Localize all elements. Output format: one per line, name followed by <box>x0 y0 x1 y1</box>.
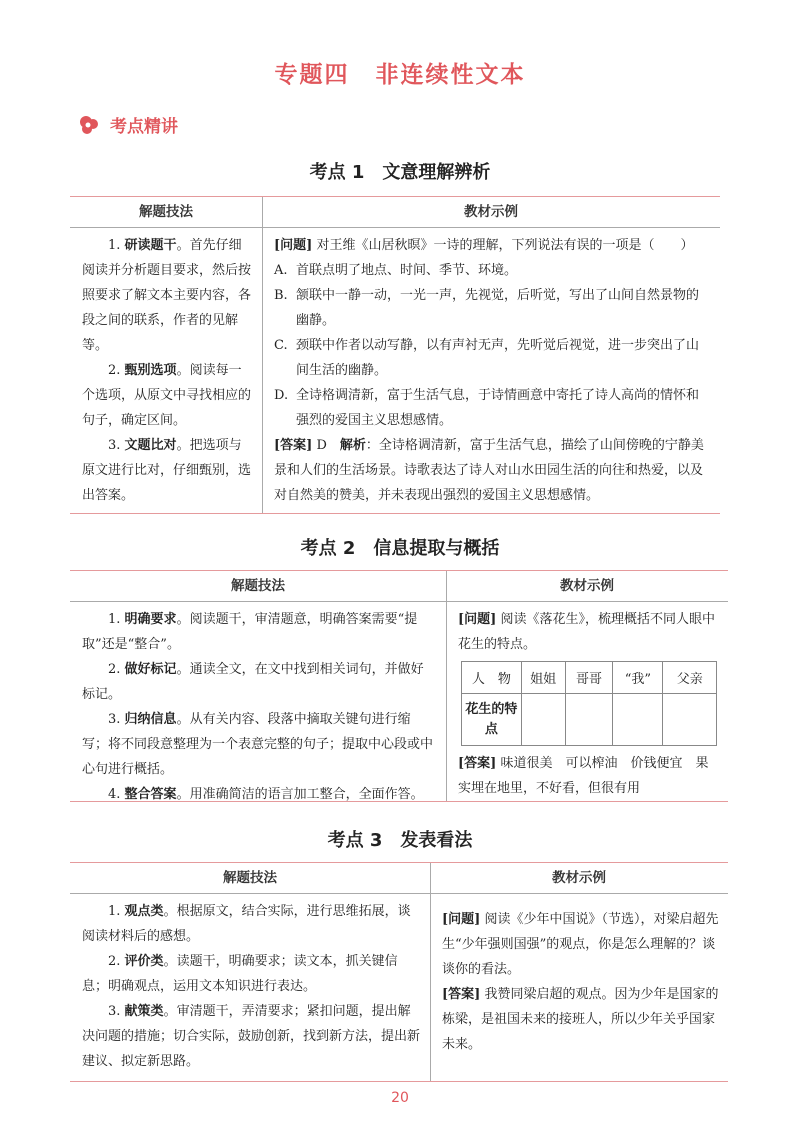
kd2-cell-blank <box>663 694 717 746</box>
kd3-title <box>0 826 800 852</box>
kd2-answer: [答案] 味道很美 可以榨油 价钱便宜 果实埋在地里，不好看，但很有用 <box>458 756 709 796</box>
flower-icon <box>78 115 100 135</box>
kd1-table <box>70 196 720 514</box>
kd3-tips <box>82 899 420 1074</box>
kd3-number: 考点 3 <box>327 830 383 851</box>
kd2-cell-feature-label: 花生的特点 <box>462 694 522 746</box>
kd1-tips <box>82 233 254 508</box>
kd2-right-header: 教材示例 <box>560 578 614 594</box>
kd1-question: [问题] 对王维《山居秋暝》一诗的理解，下列说法有误的一项是（ ） <box>274 238 694 253</box>
kd3-divider <box>430 863 431 1081</box>
kd3-tip-3: 3. 献策类。审清题干，弄清要求；紧扣问题，提出解决问题的措施；切合实际，鼓励创新，找到新方法，提出新建议、拟定新思路。 <box>82 1004 421 1069</box>
kd3-table <box>70 862 728 1082</box>
kd2-cell-blank <box>613 694 663 746</box>
kd2-cell-blank <box>565 694 613 746</box>
kd2-cell-brother: 哥哥 <box>565 662 613 694</box>
kd2-question: [问题] 阅读《落花生》，梳理概括不同人眼中花生的特点。 <box>458 612 715 652</box>
kd1-tip-1: 1. 研读题干。首先仔细阅读并分析题目要求，然后按照要求了解文本主要内容，各段之间的联系，作者的见解等。 <box>82 238 252 353</box>
kd2-left-header: 解题技法 <box>231 578 285 594</box>
kd2-table <box>70 570 728 802</box>
kd2-cell-person: 人 物 <box>462 662 522 694</box>
kd1-number: 考点 1 <box>309 162 365 183</box>
title-topic: 专题四 <box>274 62 350 88</box>
kd3-tip-1: 1. 观点类。根据原文，结合实际，进行思维拓展，谈阅读材料后的感想。 <box>82 904 411 944</box>
kd1-option-d: D. 全诗格调清新，富于生活气息，于诗情画意中寄托了诗人高尚的情怀和强烈的爱国主义思想感情。 <box>274 388 700 428</box>
kd1-answer: [答案] D 解析：全诗格调清新，富于生活气息，描绘了山间傍晚的宁静美景和人们的生活场景。诗歌表达了诗人对山水田园生活的向往和热爱，以及对自然美的赞美，并未表现出强烈的爱国主义思想感情。 <box>274 438 704 503</box>
page-number: 20 <box>391 1090 409 1106</box>
kd2-number: 考点 2 <box>300 538 356 559</box>
kd2-tip-1: 1. 明确要求。阅读题干，审清题意，明确答案需要“提取”还是“整合”。 <box>82 612 418 652</box>
kd2-cell-sister: 姐姐 <box>521 662 565 694</box>
title-subject: 非连续性文本 <box>375 62 526 88</box>
kd3-left-header: 解题技法 <box>223 870 277 886</box>
kd2-tips <box>82 607 436 807</box>
kd2-peanut-table <box>461 661 717 746</box>
kd3-answer: [答案] 我赞同梁启超的观点。因为少年是国家的栋梁，是祖国未来的接班人，所以少年关乎国家未来。 <box>442 987 719 1052</box>
kd1-option-a: A. 首联点明了地点、时间、季节、环境。 <box>274 263 518 278</box>
kd2-cell-me: “我” <box>613 662 663 694</box>
kd2-title <box>0 534 800 560</box>
page-title <box>0 56 800 89</box>
kd1-name: 文意理解辨析 <box>382 162 491 183</box>
kd1-example <box>274 233 710 508</box>
section-heading <box>78 112 178 137</box>
kd3-name: 发表看法 <box>400 830 473 851</box>
kd2-name: 信息提取与概括 <box>373 538 500 559</box>
kd2-cell-father: 父亲 <box>663 662 717 694</box>
kd3-right-header: 教材示例 <box>552 870 606 886</box>
kd3-question: [问题] 阅读《少年中国说》（节选），对梁启超先生“少年强则国强”的观点，你是怎么理解的？谈谈你的看法。 <box>442 912 719 977</box>
kd2-header-rule <box>70 601 728 602</box>
kd1-right-header: 教材示例 <box>464 204 518 220</box>
kd1-title <box>0 158 800 184</box>
kd1-tip-3: 3. 文题比对。把选项与原文进行比对，仔细甄别，选出答案。 <box>82 438 252 503</box>
kd1-tip-2: 2. 甄别选项。阅读每一个选项，从原文中寻找相应的句子，确定区间。 <box>82 363 252 428</box>
kd1-divider <box>262 197 263 513</box>
kd3-tip-2: 2. 评价类。读题干，明确要求；读文本，抓关键信息；明确观点，运用文本知识进行表达。 <box>82 954 398 994</box>
kd3-example <box>442 907 720 1057</box>
kd1-option-b: B. 颔联中一静一动，一光一声，先视觉，后听觉，写出了山间自然景物的幽静。 <box>274 288 700 328</box>
kd1-header-rule <box>70 227 720 228</box>
kd3-header-rule <box>70 893 728 894</box>
section-label: 考点精讲 <box>110 117 178 137</box>
kd2-tip-4: 4. 整合答案。用准确简洁的语言加工整合，全面作答。 <box>108 787 424 802</box>
kd2-divider <box>446 571 447 801</box>
kd2-tip-3: 3. 归纳信息。从有关内容、段落中摘取关键句进行缩写；将不同段意整理为一个表意完整的句子；提取中心段或中心句进行概括。 <box>82 712 434 777</box>
kd1-left-header: 解题技法 <box>139 204 193 220</box>
kd2-cell-blank <box>521 694 565 746</box>
kd2-tip-2: 2. 做好标记。通读全文，在文中找到相关词句，并做好标记。 <box>82 662 424 702</box>
kd1-option-c: C. 颈联中作者以动写静，以有声衬无声，先听觉后视觉，进一步突出了山间生活的幽静。 <box>274 338 700 378</box>
